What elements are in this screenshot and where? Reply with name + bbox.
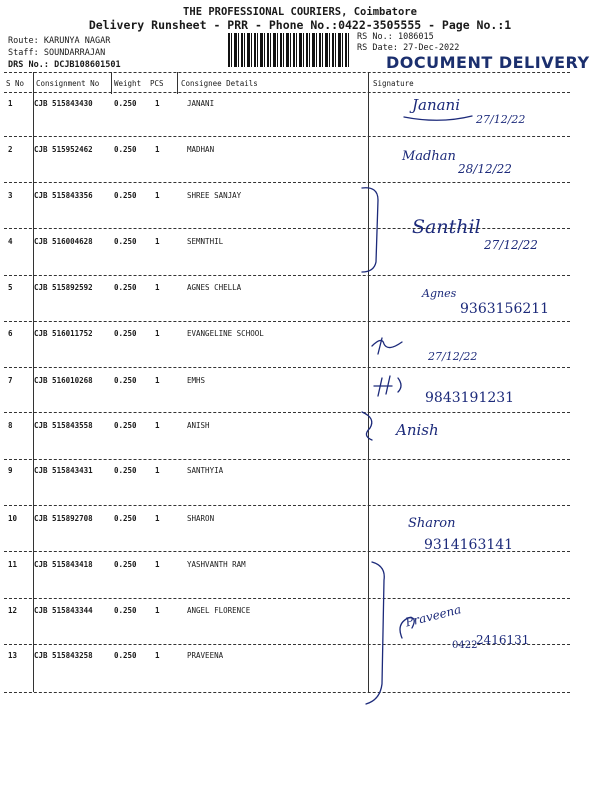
rs-date-label: RS Date: (357, 43, 398, 53)
consignee: SHARON (187, 514, 215, 523)
staff-value: SOUNDARRAJAN (43, 48, 106, 58)
drs-value: DCJB108601501 (54, 60, 121, 70)
handwritten-signature: Madhan (402, 149, 456, 164)
consignee: SEMNTHIL (187, 237, 224, 246)
handwritten-signature: Agnes (422, 287, 457, 300)
row-rule (4, 275, 570, 276)
pcs: 1 (155, 466, 160, 475)
rs-date-line (357, 43, 459, 53)
pcs: 1 (155, 283, 160, 292)
drs-line (8, 60, 121, 70)
table-row (0, 560, 600, 606)
table-top-rule (4, 72, 570, 73)
weight: 0.250 (114, 421, 137, 430)
handwritten-date: 27/12/22 (484, 238, 538, 252)
col-signature: Signature (373, 79, 414, 88)
row-rule (4, 412, 570, 413)
row-rule (4, 136, 570, 137)
handwritten-phone: 9363156211 (460, 301, 550, 317)
consignment-no: CJB 515843558 (34, 421, 93, 430)
pcs: 1 (155, 376, 160, 385)
sno: 9 (8, 466, 13, 475)
table-row (0, 651, 600, 697)
handwritten-signature: Sharon (408, 516, 456, 531)
pcs: 1 (155, 99, 160, 108)
weight: 0.250 (114, 145, 137, 154)
runsheet-title: Delivery Runsheet - PRR - Phone No.:0422-3505555 - Page No.:1 (88, 18, 512, 32)
row-rule (4, 228, 570, 229)
sno: 7 (8, 376, 13, 385)
weight: 0.250 (114, 99, 137, 108)
handwritten-phone: 0422 (452, 640, 478, 651)
handwritten-date: 27/12/22 (476, 113, 526, 126)
sno: 12 (8, 606, 18, 615)
rs-no-line (357, 32, 434, 42)
sno: 5 (8, 283, 13, 292)
col-sno: S No (6, 79, 25, 88)
table-row (0, 421, 600, 467)
rs-date-value: 27-Dec-2022 (403, 43, 460, 53)
sno: 6 (8, 329, 13, 338)
pcs: 1 (155, 421, 160, 430)
drs-label: DRS No.: (8, 60, 49, 70)
row-rule (4, 182, 570, 183)
consignee: PRAVEENA (187, 651, 224, 660)
sno: 1 (8, 99, 13, 108)
handwritten-phone: 9843191231 (425, 390, 515, 406)
consignee: ANGEL FLORENCE (187, 606, 251, 615)
row-rule (4, 598, 570, 599)
sno: 2 (8, 145, 13, 154)
consignment-no: CJB 515892592 (34, 283, 93, 292)
row-rule (4, 459, 570, 460)
weight: 0.250 (114, 606, 137, 615)
document-delivery-stamp: DOCUMENT DELIVERY (386, 53, 590, 72)
consignee: MADHAN (187, 145, 215, 154)
row-rule (4, 367, 570, 368)
consignee: EVANGELINE SCHOOL (187, 329, 264, 338)
consignee: EMHS (187, 376, 206, 385)
consignee: AGNES CHELLA (187, 283, 242, 292)
handwritten-signature: Anish (396, 421, 439, 439)
table-row (0, 329, 600, 375)
col-consignee: Consignee Details (181, 79, 258, 88)
rs-no-label: RS No.: (357, 32, 393, 42)
sno: 13 (8, 651, 18, 660)
handwritten-phone: 9314163141 (424, 537, 514, 553)
sno: 10 (8, 514, 18, 523)
weight: 0.250 (114, 237, 137, 246)
staff-line (8, 48, 105, 58)
sno: 11 (8, 560, 18, 569)
consignment-no: CJB 516004628 (34, 237, 93, 246)
col-weight: Weight (114, 79, 142, 88)
consignee: ANISH (187, 421, 210, 430)
consignee: SANTHYIA (187, 466, 224, 475)
handwritten-signature: Janani (412, 96, 461, 114)
staff-label: Staff: (8, 48, 39, 58)
weight: 0.250 (114, 329, 137, 338)
consignee: SHREE SANJAY (187, 191, 242, 200)
header-bottom-rule (4, 92, 570, 93)
table-row (0, 191, 600, 237)
col-pcs: PCS (150, 79, 164, 88)
consignment-no: CJB 515843258 (34, 651, 93, 660)
sno: 4 (8, 237, 13, 246)
consignment-no: CJB 515843431 (34, 466, 93, 475)
weight: 0.250 (114, 514, 137, 523)
pcs: 1 (155, 237, 160, 246)
col-consignment: Consignment No (36, 79, 100, 88)
col-divider (177, 72, 178, 94)
pcs: 1 (155, 651, 160, 660)
route-value: KARUNYA NAGAR (43, 36, 111, 46)
row-rule (4, 321, 570, 322)
pcs: 1 (155, 191, 160, 200)
sno: 8 (8, 421, 13, 430)
consignee: JANANI (187, 99, 215, 108)
handwritten-signature: Praveena (404, 602, 463, 630)
sno: 3 (8, 191, 13, 200)
consignee: YASHVANTH RAM (187, 560, 246, 569)
company-title: THE PROFESSIONAL COURIERS, Coimbatore (183, 6, 417, 18)
route-label: Route: (8, 36, 39, 46)
consignment-no: CJB 516010268 (34, 376, 93, 385)
weight: 0.250 (114, 466, 137, 475)
route-line (8, 36, 110, 46)
handwritten-date: 27/12/22 (428, 350, 478, 363)
weight: 0.250 (114, 376, 137, 385)
pcs: 1 (155, 514, 160, 523)
pcs: 1 (155, 145, 160, 154)
table-bottom-rule (4, 692, 570, 693)
weight: 0.250 (114, 651, 137, 660)
col-divider (111, 72, 112, 94)
pcs: 1 (155, 329, 160, 338)
pcs: 1 (155, 606, 160, 615)
weight: 0.250 (114, 560, 137, 569)
barcode (228, 33, 350, 67)
pcs: 1 (155, 560, 160, 569)
consignment-no: CJB 515892708 (34, 514, 93, 523)
consignment-no: CJB 515952462 (34, 145, 93, 154)
row-rule (4, 505, 570, 506)
consignment-no: CJB 515843356 (34, 191, 93, 200)
consignment-no: CJB 516011752 (34, 329, 93, 338)
consignment-no: CJB 515843430 (34, 99, 93, 108)
weight: 0.250 (114, 283, 137, 292)
handwritten-date: 28/12/22 (458, 162, 512, 176)
rs-no-value: 1086015 (397, 32, 434, 42)
handwritten-phone: 2416131 (476, 633, 530, 647)
consignment-no: CJB 515843344 (34, 606, 93, 615)
handwritten-signature: Santhil (412, 216, 481, 238)
consignment-no: CJB 515843418 (34, 560, 93, 569)
weight: 0.250 (114, 191, 137, 200)
